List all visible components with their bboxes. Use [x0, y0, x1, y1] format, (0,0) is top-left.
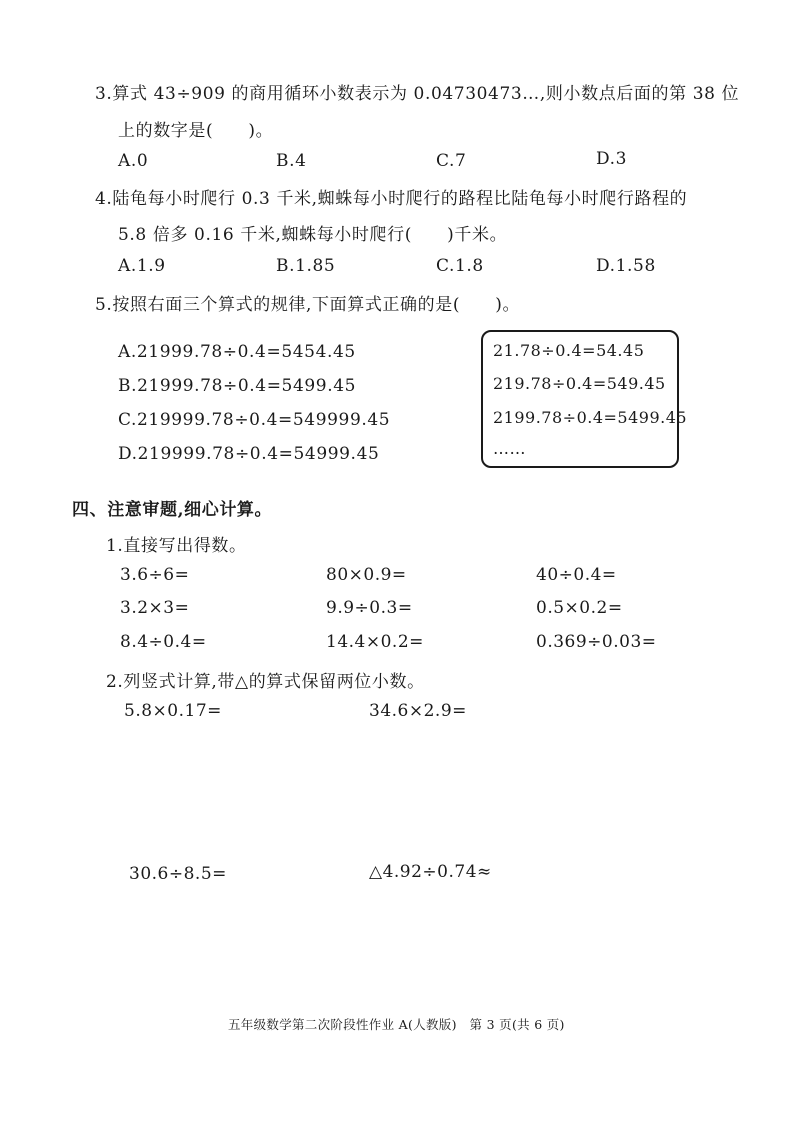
calc-r1c2: 80×0.9= [326, 565, 407, 585]
q4-option-c[interactable]: C.1.8 [436, 256, 484, 276]
q3-stem-line2: 上的数字是( )。 [118, 121, 274, 141]
calc-r2c1: 3.2×3= [120, 598, 190, 618]
q5-option-d[interactable]: D.219999.78÷0.4=54999.45 [118, 444, 380, 464]
q5-stem: 5.按照右面三个算式的规律,下面算式正确的是( )。 [95, 295, 521, 315]
q3-stem-line1: 3.算式 43÷909 的商用循环小数表示为 0.04730473…,则小数点后面的第 38 位 [95, 84, 740, 104]
calc-r3c1: 8.4÷0.4= [120, 632, 207, 652]
calc-r2c3: 0.5×0.2= [536, 598, 623, 618]
page-footer: 五年级数学第二次阶段性作业 A(人教版) 第 3 页(共 6 页) [228, 1017, 565, 1032]
q5-option-a[interactable]: A.21999.78÷0.4=5454.45 [118, 342, 356, 362]
q4-option-a[interactable]: A.1.9 [118, 256, 166, 276]
pattern-line-ellipsis: …… [493, 439, 526, 458]
q3-option-d[interactable]: D.3 [596, 149, 628, 169]
q3-option-b[interactable]: B.4 [276, 151, 307, 171]
calc-r2c2: 9.9÷0.3= [326, 598, 413, 618]
q4-stem-line2: 5.8 倍多 0.16 千米,蜘蛛每小时爬行( )千米。 [118, 225, 508, 245]
pattern-line-1: 21.78÷0.4=54.45 [493, 341, 645, 360]
vertical-calc-4: △4.92÷0.74≈ [369, 862, 492, 882]
q5-option-b[interactable]: B.21999.78÷0.4=5499.45 [118, 376, 357, 396]
calc-r3c2: 14.4×0.2= [326, 632, 424, 652]
calc-r1c3: 40÷0.4= [536, 565, 617, 585]
q3-option-a[interactable]: A.0 [118, 151, 149, 171]
vertical-calc-1: 5.8×0.17= [124, 701, 222, 721]
q4-stem-line1: 4.陆龟每小时爬行 0.3 千米,蜘蛛每小时爬行的路程比陆龟每小时爬行路程的 [95, 189, 688, 209]
q3-option-c[interactable]: C.7 [436, 151, 467, 171]
pattern-line-2: 219.78÷0.4=549.45 [493, 374, 666, 393]
pattern-box [481, 330, 688, 468]
pattern-line-3: 2199.78÷0.4=5499.45 [493, 408, 688, 427]
vertical-calc-3: 30.6÷8.5= [129, 864, 227, 884]
q5-option-c[interactable]: C.219999.78÷0.4=549999.45 [118, 410, 391, 430]
part1-title: 1.直接写出得数。 [106, 536, 247, 556]
calc-r1c1: 3.6÷6= [120, 565, 190, 585]
vertical-calc-2: 34.6×2.9= [369, 701, 467, 721]
part2-title: 2.列竖式计算,带△的算式保留两位小数。 [106, 672, 425, 692]
calc-r3c3: 0.369÷0.03= [536, 632, 657, 652]
section-title: 四、注意审题,细心计算。 [72, 500, 273, 520]
q4-option-d[interactable]: D.1.58 [596, 256, 656, 276]
q4-option-b[interactable]: B.1.85 [276, 256, 336, 276]
